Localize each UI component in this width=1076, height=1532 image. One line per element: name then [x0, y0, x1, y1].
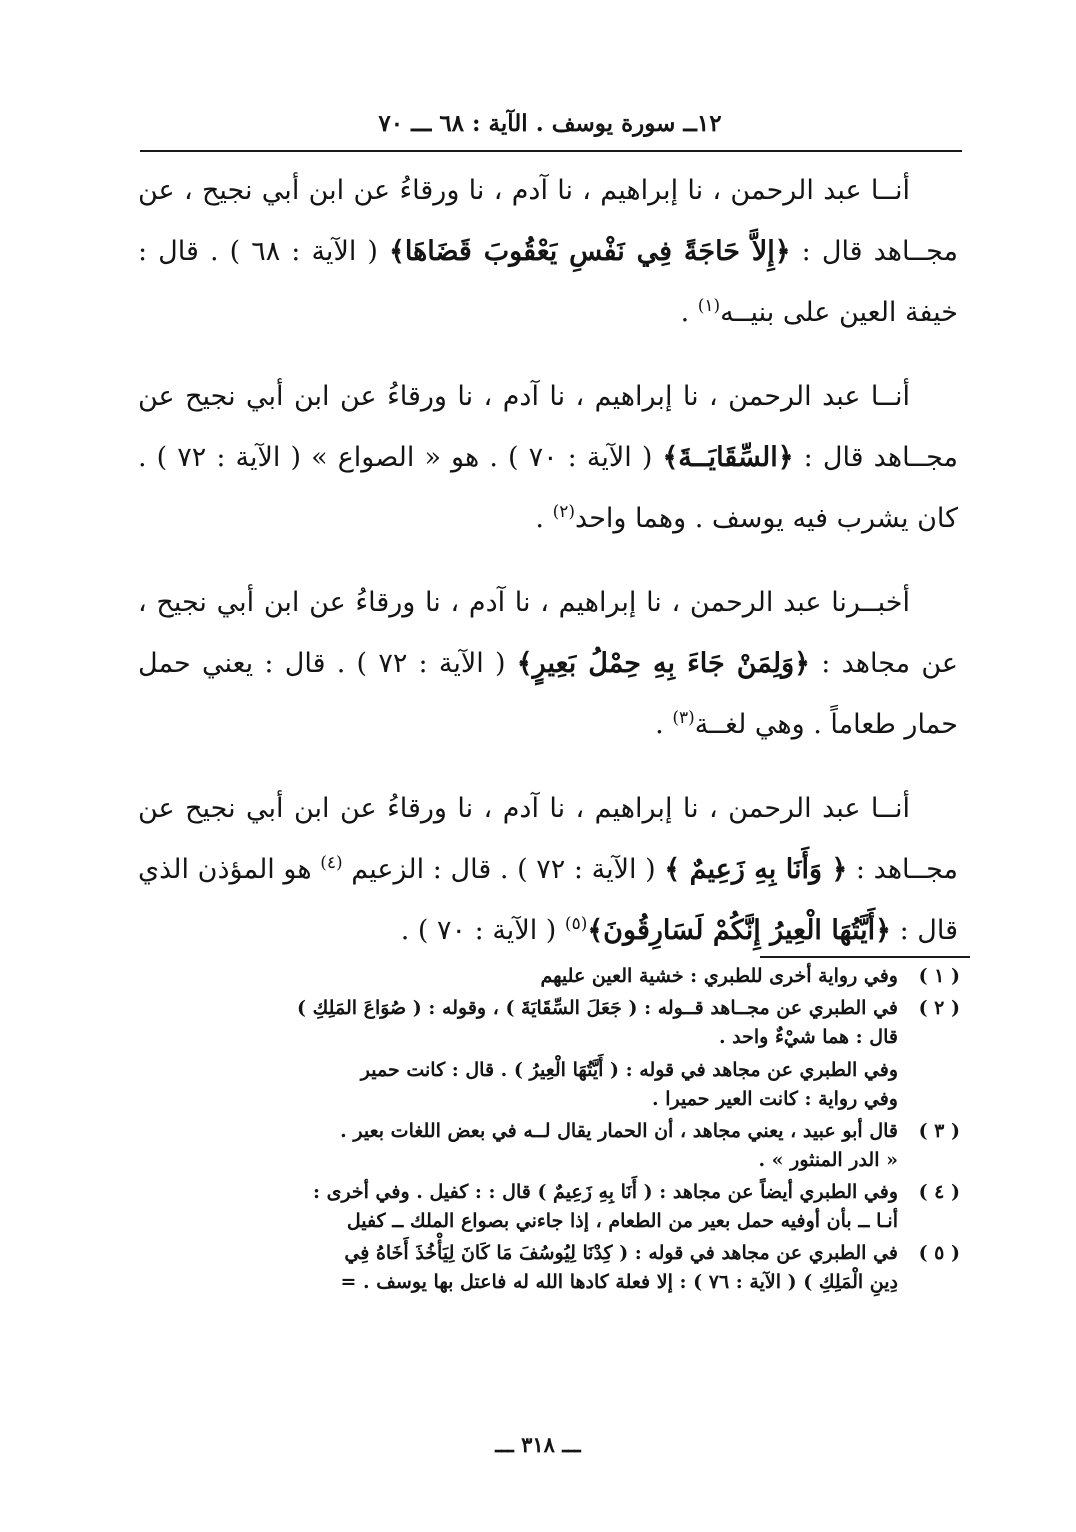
- footnote-ref: (١): [697, 296, 721, 316]
- footnote-2: [130, 994, 960, 1114]
- paragraph-4: [138, 778, 958, 961]
- footnote-4: [130, 1178, 960, 1236]
- paragraph-text: ( الآية : ٧٠ ) .: [400, 915, 565, 946]
- quran-verse: ﴿أَيَّتُهَا الْعِيرُ إِنَّكُمْ لَسَارِقُونَ﴾: [587, 915, 891, 946]
- quran-verse: ﴿ وَأَنَا بِهِ زَعِيمٌ ﴾: [664, 854, 848, 885]
- footnote-line: وفي رواية : كانت العير حميرا .: [652, 1088, 898, 1110]
- paragraph-text: ( الآية : ٦٨ ) . قال : خيفة العين على بنيــه: [138, 236, 958, 328]
- footnote-line: قال أبو عبيد ، يعني مجاهد ، أن الحمار يقال لــه في بعض اللغات بعير .: [340, 1120, 898, 1142]
- footnote-separator: [760, 956, 970, 958]
- footnote-line: في الطبري عن مجاهد في قوله : ( كِدْنَا لِيُوسُفَ مَا كَانَ لِيَأْخُذَ أَخَاهُ فِي: [344, 1242, 898, 1264]
- footnote-ref: (٢): [552, 502, 576, 522]
- footnote-line: دِينِ الْمَلِكِ ) ( الآية : ٧٦ ) : إلا فعلة كادها الله له فاعتل بها يوسف . =: [340, 1271, 898, 1293]
- paragraph-text: هو المؤذن الذي قال :: [138, 854, 958, 946]
- footnote-line: أنـا ــ بأن أوفيه حمل بعير من الطعام ، إذا جاءني بصواع الملك ــ كفيل: [346, 1210, 898, 1232]
- footnote-5: [130, 1239, 960, 1297]
- footnote-ref: (٤): [320, 853, 343, 873]
- footnote-ref: (٣): [672, 708, 695, 728]
- paragraph-text: .: [535, 503, 553, 534]
- paragraph-text: ( الآية : ٧٠ ) . هو « الصواع » ( الآية : ٧٢ ) . كان يشرب فيه يوسف . وهما واحد: [138, 442, 958, 534]
- paragraph-text: .: [680, 297, 698, 328]
- footnote-ref: (٥): [564, 914, 588, 934]
- footnote-line: وفي الطبري عن مجاهد في قوله : ( أَيَّتُهَا الْعِيرُ ) . قال : كانت حمير: [360, 1059, 898, 1081]
- footnote-line: وفي رواية أخرى للطبري : خشية العين عليهم: [540, 965, 898, 987]
- quran-verse: ﴿إِلاَّ حَاجَةً فِي نَفْسِ يَعْقُوبَ قَضَاهَا﴾: [389, 236, 791, 267]
- main-text: [138, 160, 958, 961]
- footnote-number: ( ١ ): [918, 965, 960, 987]
- footnote-body: [130, 1178, 898, 1236]
- footnote-body: [130, 962, 898, 991]
- footnote-1: [130, 962, 960, 991]
- footnote-number: ( ٣ ): [918, 1120, 960, 1142]
- footnote-body: [130, 1117, 898, 1175]
- running-header: ١٢ــ سورة يوسف . الآية : ٦٨ ـــ ٧٠: [378, 110, 722, 137]
- footnote-number: ( ٢ ): [918, 997, 960, 1019]
- footnote-number: ( ٥ ): [918, 1242, 960, 1264]
- footnote-line: « الدر المنثور » .: [758, 1149, 898, 1171]
- quran-verse: ﴿السِّقَايَــةَ﴾: [662, 442, 794, 473]
- paragraph-text: أخبــرنا عبد الرحمن ، نا إبراهيم ، نا آدم ، نا ورقاءُ عن ابن أبي نجيح ، عن مجاهد :: [138, 587, 959, 679]
- paragraph-2: [138, 366, 958, 549]
- footnote-body: [130, 994, 898, 1114]
- paragraph-text: أنــا عبد الرحمن ، نا إبراهيم ، نا آدم ، نا ورقاءُ عن ابن أبي نجيح ، عن مجــاهد قال :: [138, 175, 958, 267]
- paragraph-text: أنــا عبد الرحمن ، نا إبراهيم ، نا آدم ، نا ورقاءُ عن ابن أبي نجيح عن مجــاهد :: [138, 793, 958, 885]
- footnote-line: وفي الطبري أيضاً عن مجاهد : ( أَنَا بِهِ زَعِيمٌ ) قال : : كفيل . وفي أخرى :: [312, 1181, 898, 1203]
- footnote-line: في الطبري عن مجــاهد قــوله : ( جَعَلَ السِّقَايَةَ ) ، وقوله : ( صُوَاعَ المَلِكِ ): [297, 997, 898, 1019]
- paragraph-text: ( الآية : ٧٢ ) . قال : الزعيم: [342, 854, 665, 885]
- paragraph-text: ( الآية : ٧٢ ) . قال : يعني حمل حمار طعاماً . وهي لغــة: [138, 648, 958, 740]
- paragraph-text: .: [655, 709, 673, 740]
- footnote-line: قال : هما شيْءٌ واحد .: [718, 1026, 898, 1048]
- paragraph-3: [138, 572, 958, 755]
- footnote-number: ( ٤ ): [918, 1181, 960, 1203]
- quran-verse: ﴿وَلِمَنْ جَاءَ بِهِ حِمْلُ بَعِيرٍ﴾: [516, 648, 811, 679]
- footnote-3: [130, 1117, 960, 1175]
- footnotes: [130, 962, 960, 1300]
- header-rule: [140, 150, 962, 152]
- paragraph-1: [138, 160, 958, 343]
- page-number: ـــ ٣١٨ ـــ: [495, 1432, 581, 1457]
- footnote-body: [130, 1239, 898, 1297]
- paragraph-text: أنــا عبد الرحمن ، نا إبراهيم ، نا آدم ، نا ورقاءُ عن ابن أبي نجيح عن مجــاهد قال :: [138, 381, 959, 473]
